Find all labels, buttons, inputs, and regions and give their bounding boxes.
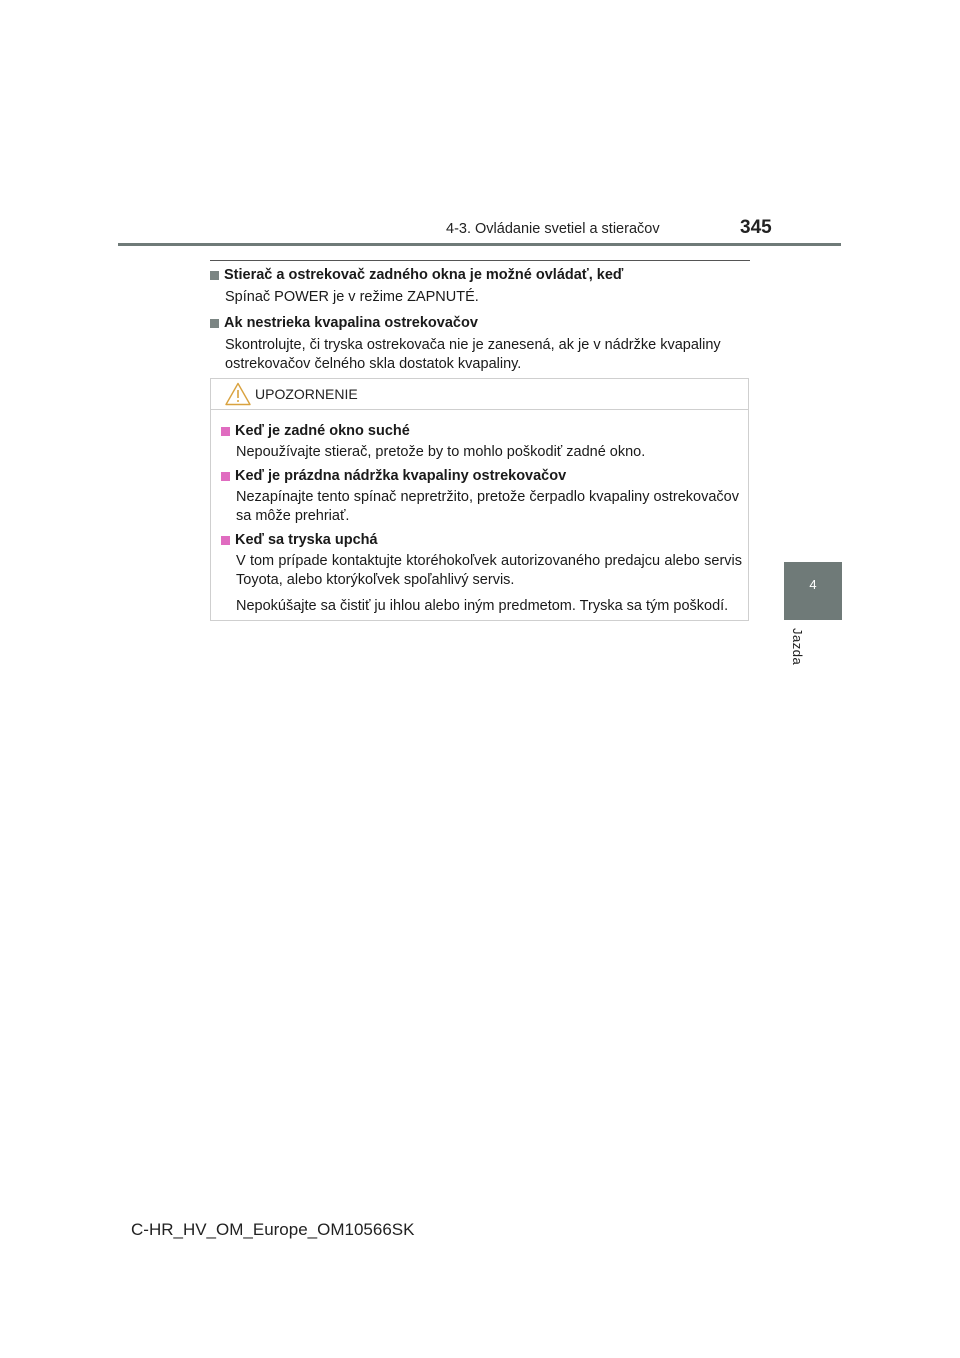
warning-body: [211, 410, 748, 616]
content-divider: [210, 260, 750, 261]
section-text: Skontrolujte, či tryska ostrekovača nie je zanesená, ak je v nádržke kvapaliny ostrekovačov čelného skla dostatok kvapaliny.: [225, 337, 721, 372]
warning-item: [221, 467, 742, 526]
square-bullet-icon: [221, 536, 230, 545]
square-bullet-icon: [221, 472, 230, 481]
warning-item: [221, 531, 742, 616]
warning-text: Nepoužívajte stierač, pretože by to mohlo poškodiť zadné okno.: [236, 444, 646, 460]
chapter-tab: [784, 562, 842, 620]
warning-header: [211, 379, 748, 410]
content-area: [210, 266, 750, 374]
warning-text: V tom prípade kontaktujte ktoréhokoľvek autorizovaného predajcu alebo servis Toyota, alebo ktorýkoľvek spoľahlivý servis.: [236, 553, 742, 588]
section-heading-text: Stierač a ostrekovač zadného okna je možné ovládať, keď: [224, 267, 624, 283]
section-heading: [210, 314, 750, 332]
warning-item-heading: [221, 467, 742, 485]
section-heading: [210, 266, 750, 284]
chapter-label: Jazda: [790, 628, 805, 666]
square-bullet-icon: [210, 319, 219, 328]
page-number: 345: [740, 217, 772, 238]
warning-item-heading: [221, 422, 742, 440]
square-bullet-icon: [221, 427, 230, 436]
warning-text: Nezapínajte tento spínač nepretržito, pretože čerpadlo kvapaliny ostrekovačov sa môže prehriať.: [236, 489, 739, 524]
warning-title: UPOZORNENIE: [255, 386, 358, 402]
header-divider: [118, 243, 841, 246]
info-section: [210, 266, 750, 307]
warning-item-heading: [221, 531, 742, 549]
warning-box: [210, 378, 749, 621]
warning-item: [221, 422, 742, 462]
warning-heading-text: Keď je prázdna nádržka kvapaliny ostrekovačov: [235, 468, 567, 484]
warning-heading-text: Keď sa tryska upchá: [235, 532, 378, 548]
section-heading-text: Ak nestrieka kvapalina ostrekovačov: [224, 315, 478, 331]
chapter-number: 4: [809, 577, 817, 592]
warning-text: Nepokúšajte sa čistiť ju ihlou alebo iným predmetom. Tryska sa tým poškodí.: [236, 598, 729, 614]
warning-heading-text: Keď je zadné okno suché: [235, 423, 410, 439]
info-section: [210, 314, 750, 374]
section-text: Spínač POWER je v režime ZAPNUTÉ.: [225, 289, 479, 305]
document-footer: C-HR_HV_OM_Europe_OM10566SK: [131, 1220, 415, 1239]
square-bullet-icon: [210, 271, 219, 280]
section-title: 4-3. Ovládanie svetiel a stieračov: [446, 221, 660, 237]
warning-triangle-icon: [225, 382, 251, 406]
